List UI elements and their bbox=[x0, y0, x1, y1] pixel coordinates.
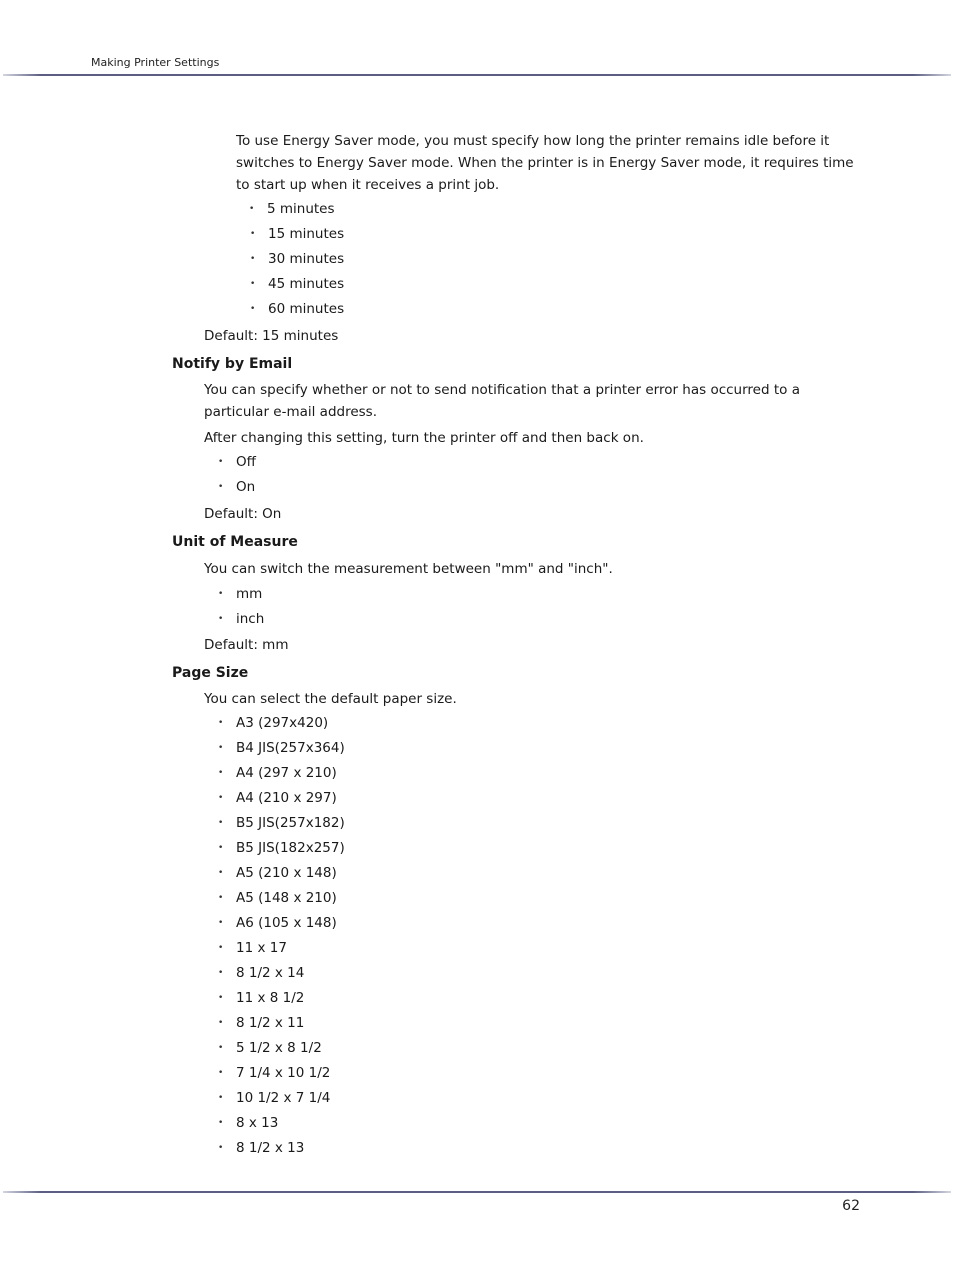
notify-by-email-description: You can specify whether or not to send notification that a printer error has occurred to a particular e-mail address. bbox=[204, 382, 800, 420]
list-item: • 7 1/4 x 10 1/2 bbox=[204, 1062, 504, 1087]
footer-rule bbox=[3, 1191, 951, 1193]
list-item: • Off bbox=[204, 451, 504, 476]
list-item: • A6 (105 x 148) bbox=[204, 912, 504, 937]
list-item: • On bbox=[204, 476, 504, 501]
list-item: • B5 JIS(182x257) bbox=[204, 837, 504, 862]
list-item: • 45 minutes bbox=[236, 273, 536, 298]
energy-saver-intro: To use Energy Saver mode, you must specify how long the printer remains idle before it switches to Energy Saver mode. When the printer is in Energy Saver mode, it requires time to start up when it receives a print job. bbox=[236, 133, 854, 193]
notify-by-email-note: After changing this setting, turn the printer off and then back on. bbox=[204, 430, 644, 446]
list-item: • 8 1/2 x 13 bbox=[204, 1137, 504, 1162]
list-item: • inch bbox=[204, 608, 504, 633]
list-item: • 8 x 13 bbox=[204, 1112, 504, 1137]
energy-saver-options bbox=[236, 198, 536, 323]
page-size-heading: Page Size bbox=[172, 665, 249, 681]
notify-by-email-default: Default: On bbox=[204, 506, 282, 522]
list-item: • 11 x 8 1/2 bbox=[204, 987, 504, 1012]
page-size-options bbox=[204, 712, 504, 1162]
unit-of-measure-heading: Unit of Measure bbox=[172, 534, 298, 550]
list-item: • B4 JIS(257x364) bbox=[204, 737, 504, 762]
list-item: • 30 minutes bbox=[236, 248, 536, 273]
list-item: • 5 1/2 x 8 1/2 bbox=[204, 1037, 504, 1062]
list-item: • 8 1/2 x 11 bbox=[204, 1012, 504, 1037]
list-item: • 15 minutes bbox=[236, 223, 536, 248]
unit-of-measure-default: Default: mm bbox=[204, 637, 289, 653]
running-header: Making Printer Settings bbox=[91, 56, 220, 69]
list-item: • A5 (148 x 210) bbox=[204, 887, 504, 912]
list-item: • A4 (297 x 210) bbox=[204, 762, 504, 787]
list-item: • 11 x 17 bbox=[204, 937, 504, 962]
list-item: • mm bbox=[204, 583, 504, 608]
notify-by-email-options bbox=[204, 451, 504, 501]
header-rule bbox=[3, 74, 951, 76]
energy-saver-default: Default: 15 minutes bbox=[204, 328, 339, 344]
notify-by-email-heading: Notify by Email bbox=[172, 356, 293, 372]
unit-of-measure-description: You can switch the measurement between "mm" and "inch". bbox=[204, 561, 613, 577]
list-item: • B5 JIS(257x182) bbox=[204, 812, 504, 837]
list-item: • A5 (210 x 148) bbox=[204, 862, 504, 887]
list-item: • A3 (297x420) bbox=[204, 712, 504, 737]
list-item: • 10 1/2 x 7 1/4 bbox=[204, 1087, 504, 1112]
list-item: • 8 1/2 x 14 bbox=[204, 962, 504, 987]
unit-of-measure-options bbox=[204, 583, 504, 633]
page-number: 62 bbox=[842, 1198, 860, 1214]
list-item: • 60 minutes bbox=[236, 298, 536, 323]
page-size-description: You can select the default paper size. bbox=[204, 691, 457, 707]
list-item: • 5 minutes bbox=[235, 198, 536, 223]
list-item: • A4 (210 x 297) bbox=[204, 787, 504, 812]
